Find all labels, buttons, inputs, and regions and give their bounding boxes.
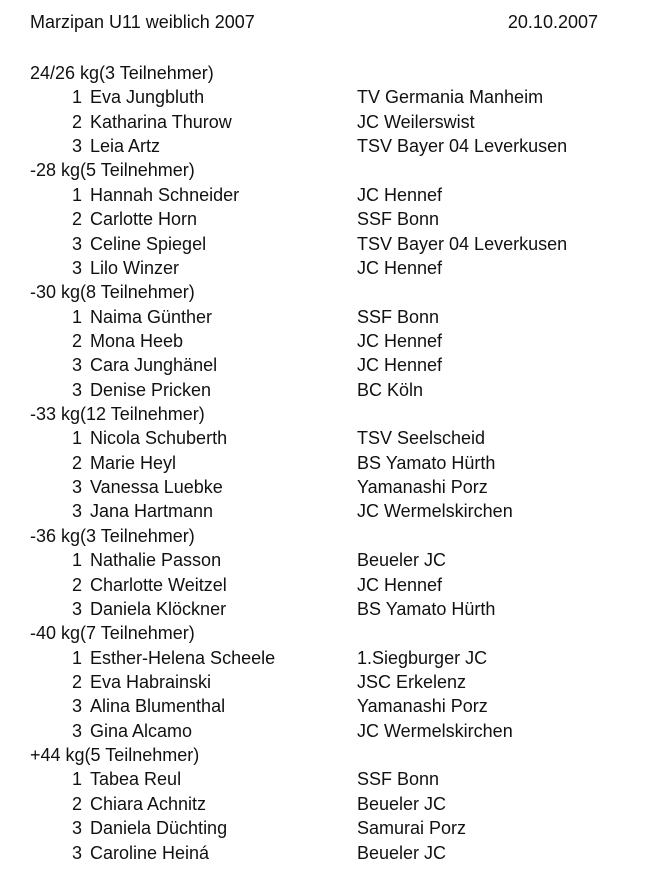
- athlete-name: Charlotte Weitzel: [90, 574, 227, 595]
- result-place: 2: [72, 209, 83, 230]
- document-header: [30, 11, 598, 35]
- result-row: [30, 329, 630, 353]
- result-row: [30, 183, 630, 207]
- result-row: [30, 232, 630, 256]
- result-row: [30, 305, 630, 329]
- club-name: BS Yamato Hürth: [357, 452, 496, 473]
- result-row: [30, 694, 630, 718]
- club-name: SSF Bonn: [357, 769, 440, 790]
- club-name: 1.Siegburger JC: [357, 647, 488, 668]
- athlete-name: Chiara Achnitz: [90, 793, 207, 814]
- result-place: 2: [72, 330, 83, 351]
- result-row: [30, 792, 630, 816]
- result-place: 1: [72, 769, 83, 790]
- result-place: 3: [72, 136, 83, 157]
- club-name: JC Hennef: [357, 574, 443, 595]
- weight-category-heading: -36 kg(3 Teilnehmer): [30, 525, 195, 546]
- result-row: [30, 597, 630, 621]
- athlete-name: Vanessa Luebke: [90, 477, 223, 498]
- result-row: [30, 719, 630, 743]
- result-row: [30, 841, 630, 865]
- result-row: [30, 573, 630, 597]
- result-place: 3: [72, 379, 83, 400]
- athlete-name: Alina Blumenthal: [90, 696, 226, 717]
- club-name: Samurai Porz: [357, 818, 467, 839]
- results-list: [30, 61, 630, 865]
- club-name: TSV Seelscheid: [357, 428, 486, 449]
- club-name: JSC Erkelenz: [357, 671, 467, 692]
- result-place: 3: [72, 233, 83, 254]
- athlete-name: Mona Heeb: [90, 330, 184, 351]
- athlete-name: Eva Jungbluth: [90, 87, 205, 108]
- weight-category-heading: -30 kg(8 Teilnehmer): [30, 282, 195, 303]
- result-place: 1: [72, 87, 83, 108]
- result-row: [30, 85, 630, 109]
- result-place: 2: [72, 793, 83, 814]
- result-place: 3: [72, 720, 83, 741]
- document-date: 20.10.2007: [507, 12, 598, 32]
- weight-category-heading: +44 kg(5 Teilnehmer): [30, 745, 200, 766]
- club-name: Beueler JC: [357, 793, 447, 814]
- club-name: BC Köln: [357, 379, 424, 400]
- athlete-name: Nathalie Passon: [90, 550, 222, 571]
- result-place: 3: [72, 477, 83, 498]
- weight-category-heading: -40 kg(7 Teilnehmer): [30, 623, 195, 644]
- result-row: [30, 426, 630, 450]
- club-name: JC Hennef: [357, 330, 443, 351]
- result-place: 3: [72, 501, 83, 522]
- document-title: Marzipan U11 weiblich 2007: [30, 12, 255, 32]
- athlete-name: Hannah Schneider: [90, 184, 240, 205]
- club-name: TSV Bayer 04 Leverkusen: [357, 233, 568, 254]
- athlete-name: Eva Habrainski: [90, 671, 212, 692]
- athlete-name: Celine Spiegel: [90, 233, 207, 254]
- club-name: SSF Bonn: [357, 209, 440, 230]
- athlete-name: Esther-Helena Scheele: [90, 647, 276, 668]
- athlete-name: Caroline Heiná: [90, 842, 210, 863]
- club-name: JC Weilerswist: [357, 111, 475, 132]
- athlete-name: Nicola Schuberth: [90, 428, 228, 449]
- result-place: 3: [72, 257, 83, 278]
- result-place: 3: [72, 842, 83, 863]
- club-name: JC Wermelskirchen: [357, 720, 513, 741]
- result-place: 2: [72, 111, 83, 132]
- club-name: SSF Bonn: [357, 306, 440, 327]
- result-place: 1: [72, 647, 83, 668]
- result-row: [30, 816, 630, 840]
- weight-category-heading: -28 kg(5 Teilnehmer): [30, 160, 195, 181]
- club-name: Beueler JC: [357, 550, 447, 571]
- athlete-name: Leia Artz: [90, 136, 161, 157]
- club-name: JC Wermelskirchen: [357, 501, 513, 522]
- result-row: [30, 378, 630, 402]
- result-place: 2: [72, 671, 83, 692]
- athlete-name: Denise Pricken: [90, 379, 212, 400]
- weight-category-heading: 24/26 kg(3 Teilnehmer): [30, 63, 214, 83]
- club-name: Yamanashi Porz: [357, 477, 488, 498]
- athlete-name: Daniela Klöckner: [90, 598, 227, 619]
- club-name: JC Hennef: [357, 355, 443, 376]
- result-row: [30, 110, 630, 134]
- result-place: 2: [72, 452, 83, 473]
- result-row: [30, 499, 630, 523]
- result-place: 1: [72, 428, 83, 449]
- result-place: 2: [72, 574, 83, 595]
- result-row: [30, 451, 630, 475]
- athlete-name: Tabea Reul: [90, 769, 182, 790]
- result-row: [30, 646, 630, 670]
- result-place: 3: [72, 598, 83, 619]
- result-place: 3: [72, 355, 83, 376]
- club-name: BS Yamato Hürth: [357, 598, 496, 619]
- result-row: [30, 670, 630, 694]
- result-place: 1: [72, 306, 83, 327]
- result-row: [30, 353, 630, 377]
- athlete-name: Marie Heyl: [90, 452, 177, 473]
- club-name: JC Hennef: [357, 184, 443, 205]
- result-place: 3: [72, 818, 83, 839]
- club-name: TV Germania Manheim: [357, 87, 544, 108]
- athlete-name: Katharina Thurow: [90, 111, 232, 132]
- result-row: [30, 475, 630, 499]
- athlete-name: Lilo Winzer: [90, 257, 180, 278]
- athlete-name: Cara Junghänel: [90, 355, 218, 376]
- athlete-name: Daniela Düchting: [90, 818, 228, 839]
- athlete-name: Carlotte Horn: [90, 209, 198, 230]
- club-name: TSV Bayer 04 Leverkusen: [357, 136, 568, 157]
- athlete-name: Gina Alcamo: [90, 720, 193, 741]
- result-row: [30, 134, 630, 158]
- result-place: 3: [72, 696, 83, 717]
- club-name: JC Hennef: [357, 257, 443, 278]
- result-place: 1: [72, 184, 83, 205]
- club-name: Yamanashi Porz: [357, 696, 488, 717]
- athlete-name: Naima Günther: [90, 306, 213, 327]
- result-place: 1: [72, 550, 83, 571]
- result-row: [30, 256, 630, 280]
- club-name: Beueler JC: [357, 842, 447, 863]
- result-row: [30, 767, 630, 791]
- weight-category-heading: -33 kg(12 Teilnehmer): [30, 404, 205, 425]
- result-row: [30, 548, 630, 572]
- athlete-name: Jana Hartmann: [90, 501, 214, 522]
- result-row: [30, 207, 630, 231]
